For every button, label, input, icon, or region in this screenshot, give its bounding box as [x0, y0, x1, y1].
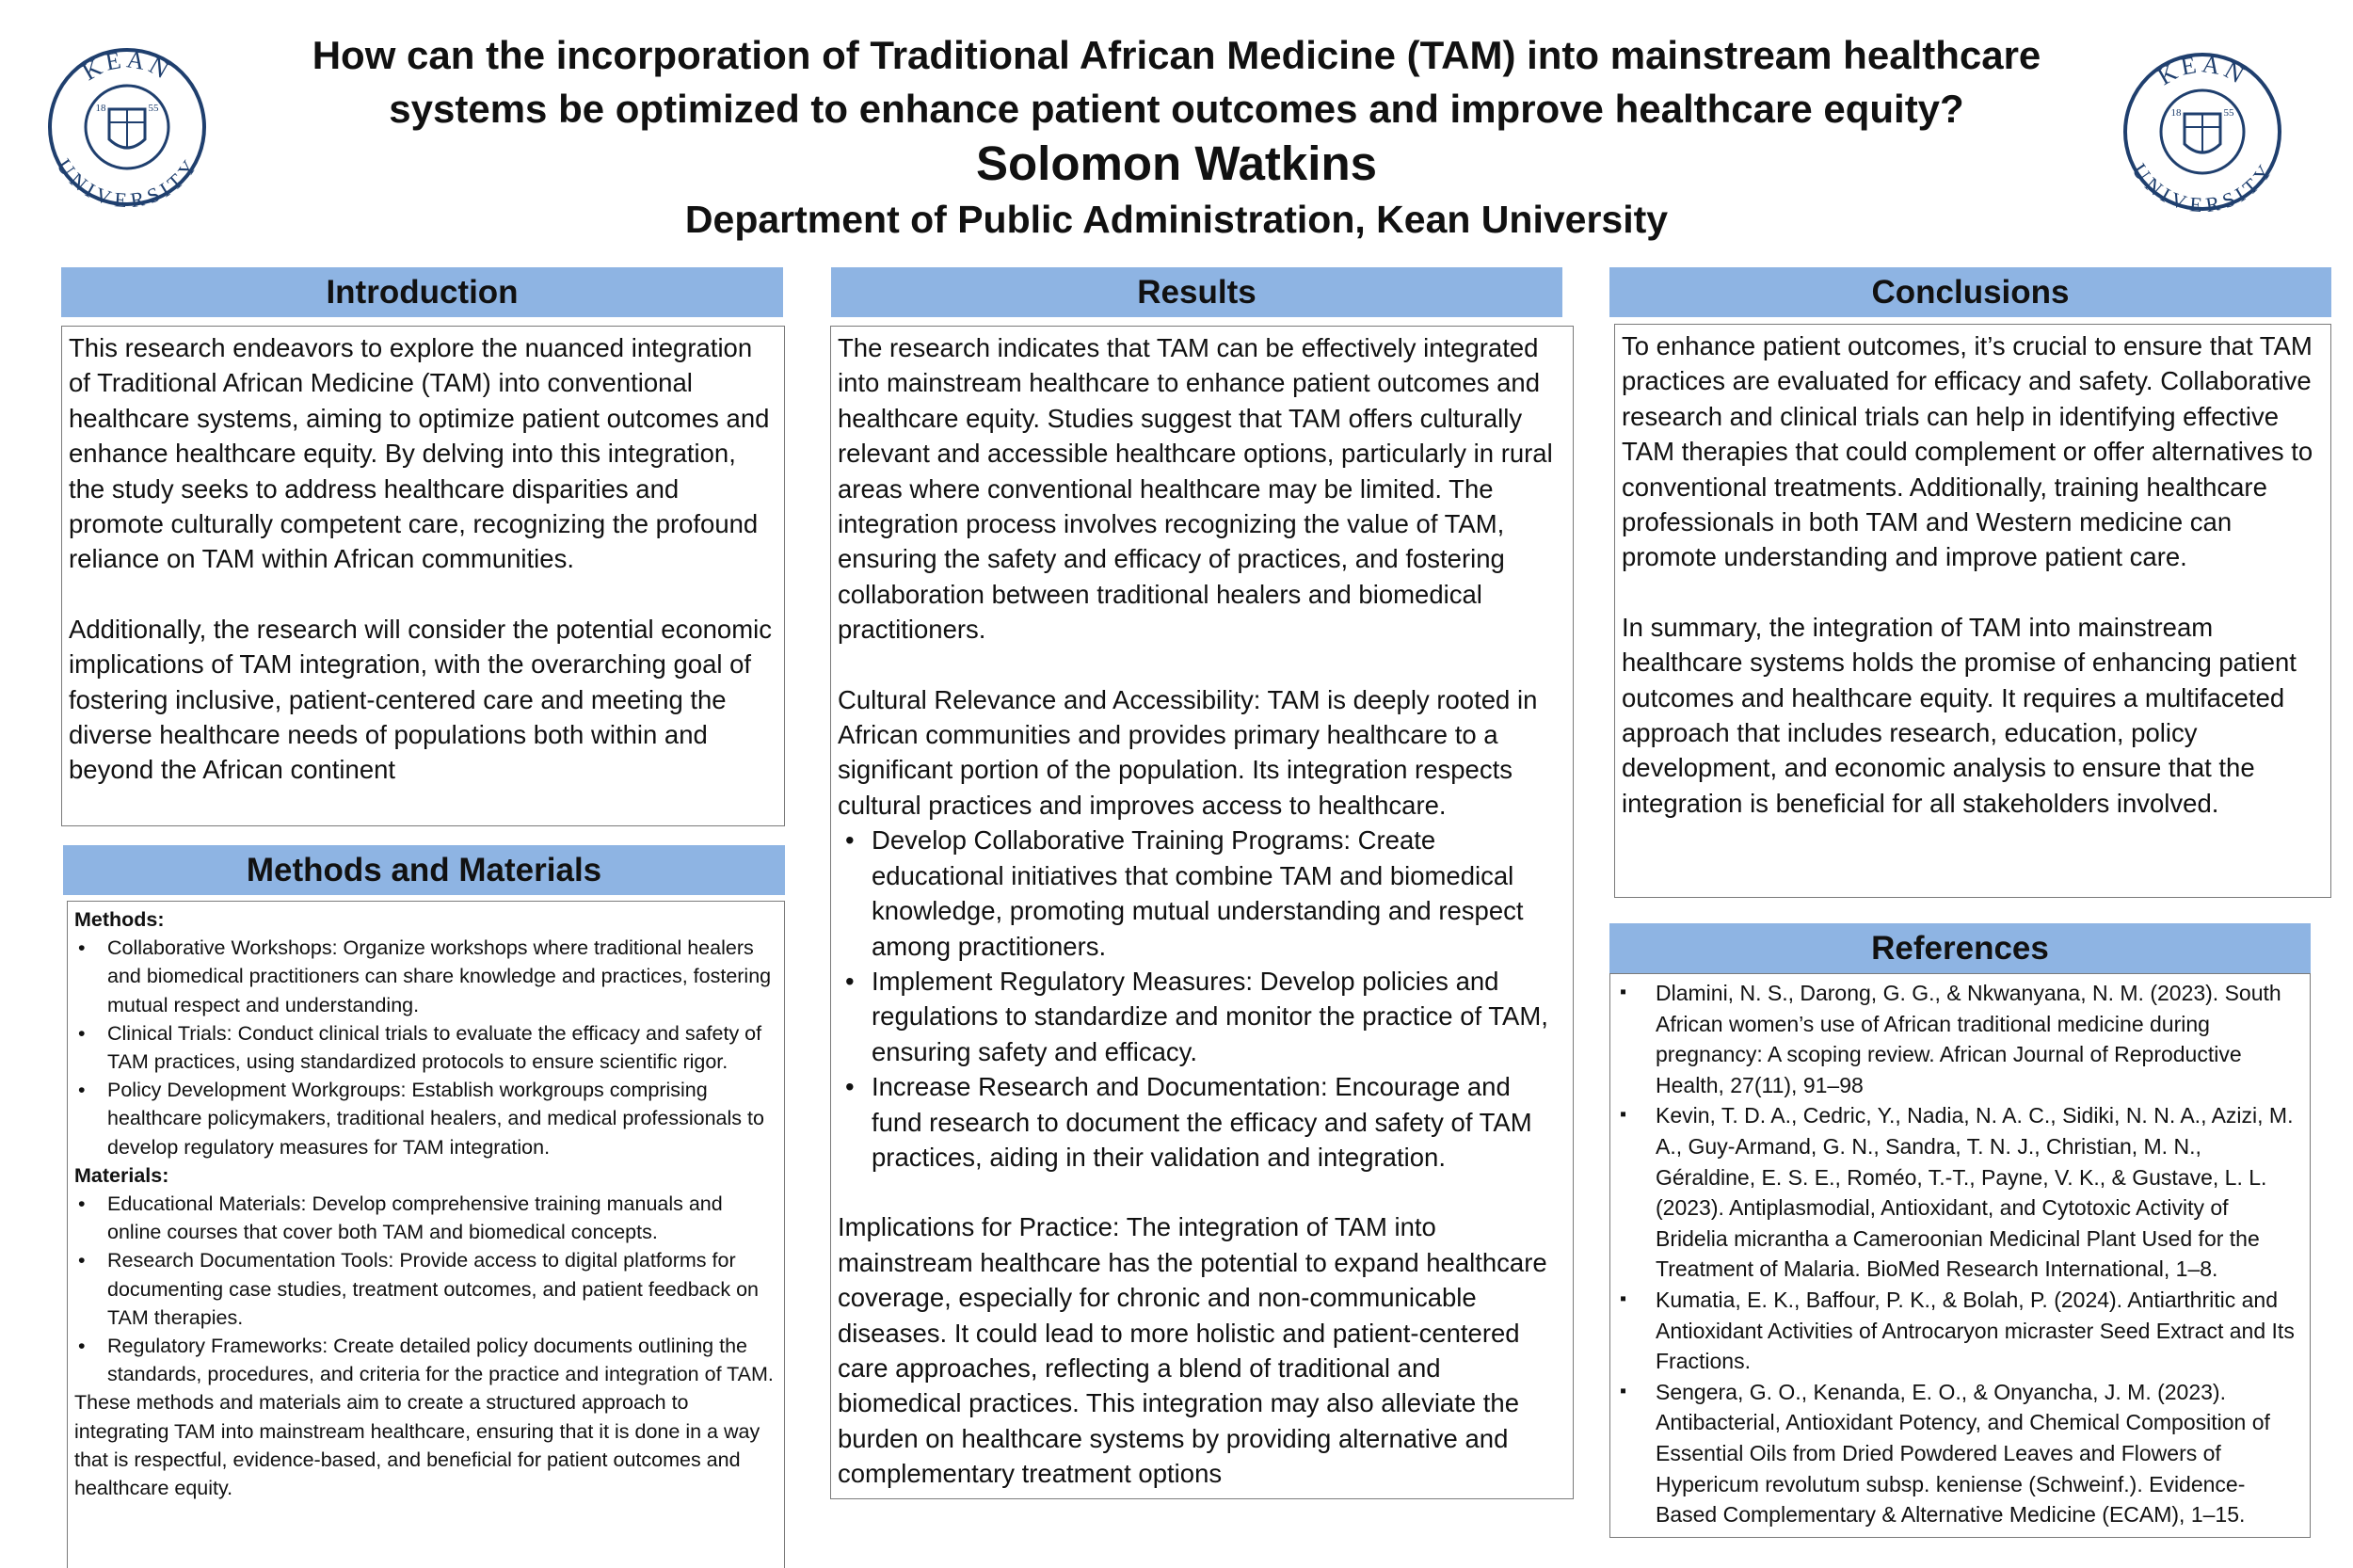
methods-list	[74, 934, 777, 1161]
svg-text:KEAN	[77, 47, 176, 86]
results-para-3: Implications for Practice: The integration of TAM into mainstream healthcare has the potential to expand healthcare coverage, especially for chronic and non-communicable diseases. It could lead to more holistic and patient-centered care approaches, reflecting a blend of traditional and biomedical practices. This integration may also alleviate the burden on healthcare systems by providing alternative and complementary treatment options	[838, 1212, 1547, 1489]
methods-box	[67, 901, 785, 1568]
methods-heading: Methods and Materials	[63, 845, 785, 895]
svg-text:UNIVERSITY	[53, 154, 202, 207]
seal-bottom-text: UNIVERSITY	[2127, 159, 2278, 212]
seal-year-left: 18	[2170, 107, 2182, 119]
materials-list	[74, 1190, 777, 1388]
references-list	[1616, 978, 2304, 1530]
svg-text:KEAN	[2153, 52, 2251, 90]
introduction-para-1: This research endeavors to explore the nuanced integration of Traditional African Medicine (TAM) into conventional healthcare systems, aiming to optimize patient outcomes and enhance healthcare equity. By delving into this integration, the study seeks to address healthcare disparities and promote culturally competent care, recognizing the profound reliance on TAM within African communities.	[69, 333, 770, 574]
list-item: ▪ Kevin, T. D. A., Cedric, Y., Nadia, N. A. C., Sidiki, N. N. A., Azizi, M. A., Guy-Armand, G. N., Sandra, T. N. J., Christian, M. N., Géraldine, E. S. E., Roméo, T.-T., Payne, V. K., & Gustave, L. L. (2023). Antiplasmodial, Antioxidant, and Cytotoxic Activity of Bridelia micrantha a Cameroonian Medicinal Plant Used for the Treatment of Malaria. BioMed Research International, 1–8.	[1616, 1100, 2304, 1285]
svg-text:UNIVERSITY	[2128, 159, 2278, 212]
conclusions-para-2: In summary, the integration of TAM into mainstream healthcare systems holds the promise of enhancing patient outcomes and healthcare equity. It requires a multifaceted approach that includes research, education, policy development, and economic analysis to ensure that the integration is beneficial for all stakeholders involved.	[1622, 612, 2297, 818]
list-item: • Research Documentation Tools: Provide access to digital platforms for documenting case studies, treatment outcomes, and patient feedback on TAM therapies.	[74, 1246, 777, 1332]
department: Department of Public Administration, Kean University	[684, 198, 1669, 241]
results-box	[830, 326, 1574, 1499]
title-line-2: systems be optimized to enhance patient outcomes and improve healthcare equity?	[389, 87, 1964, 131]
list-item: ▪ Dlamini, N. S., Darong, G. G., & Nkwanyana, N. M. (2023). South African women’s use of African traditional medicine during pregnancy: A scoping review. African Journal of Reproductive Health, 27(11), 91–98	[1616, 978, 2304, 1100]
conclusions-heading: Conclusions	[1609, 267, 2331, 317]
introduction-para-2: Additionally, the research will consider the potential economic implications of TAM integration, with the overarching goal of fostering inclusive, patient-centered care and meeting the diverse healthcare needs of populations both within and beyond the African continent	[69, 614, 772, 785]
list-item: ▪ Sengera, G. O., Kenanda, E. O., & Onyancha, J. M. (2023). Antibacterial, Antioxidant Potency, and Chemical Composition of Essential Oils from Dried Powdered Leaves and Flowers of Hypericum revolutum subsp. keniense (Schweinf.). Evidence-Based Complementary & Alternative Medicine (ECAM), 1–15.	[1616, 1377, 2304, 1530]
list-item: • Increase Research and Documentation: Encourage and fund research to document the efficacy and safety of TAM practices, aiding in their validation and integration.	[838, 1069, 1566, 1175]
seal-icon	[47, 47, 207, 207]
kean-university-seal-left	[47, 47, 207, 207]
results-para-2: Cultural Relevance and Accessibility: TAM is deeply rooted in African communities and provides primary healthcare to a significant portion of the population. Its integration respects cultural practices and improves access to healthcare.	[838, 684, 1538, 820]
seal-year-left: 18	[95, 103, 106, 114]
list-item: ▪ Kumatia, E. K., Baffour, P. K., & Bolah, P. (2024). Antiarthritic and Antioxidant Activities of Antrocaryon micraster Seed Extract and Its Fractions.	[1616, 1285, 2304, 1377]
list-item: • Collaborative Workshops: Organize workshops where traditional healers and biomedical practitioners can share knowledge and practices, fostering mutual respect and understanding.	[74, 934, 777, 1019]
introduction-heading: Introduction	[61, 267, 783, 317]
seal-top-text: KEAN	[2153, 52, 2252, 91]
results-bullets	[838, 823, 1566, 1175]
introduction-box	[61, 326, 785, 826]
title-line-1: How can the incorporation of Traditional African Medicine (TAM) into mainstream healthcare	[312, 33, 2041, 77]
conclusions-box	[1614, 324, 2331, 898]
methods-summary: These methods and materials aim to create a structured approach to integrating TAM into mainstream healthcare, ensuring that it is done in a way that is respectful, evidence-based, and beneficial for patient outcomes and healthcare equity.	[74, 1391, 760, 1500]
results-para-1: The research indicates that TAM can be effectively integrated into mainstream healthcare to enhance patient outcomes and healthcare equity. Studies suggest that TAM offers culturally relevant and accessible healthcare options, particularly in rural areas where conventional healthcare may be limited. The integration process involves recognizing the value of TAM, ensuring the safety and efficacy of practices, and fostering collaboration between traditional healers and biomedical practitioners.	[838, 333, 1553, 645]
seal-icon	[2122, 52, 2282, 212]
list-item: • Regulatory Frameworks: Create detailed policy documents outlining the standards, procedures, and criteria for the practice and integration of TAM.	[74, 1332, 777, 1388]
list-item: • Implement Regulatory Measures: Develop policies and regulations to standardize and monitor the practice of TAM, ensuring safety and efficacy.	[838, 964, 1566, 1069]
references-heading: References	[1609, 923, 2311, 973]
kean-university-seal-right	[2122, 52, 2282, 212]
materials-label: Materials:	[74, 1163, 169, 1187]
methods-label: Methods:	[74, 908, 165, 931]
conclusions-para-1: To enhance patient outcomes, it’s crucial to ensure that TAM practices are evaluated for efficacy and safety. Collaborative research and clinical trials can help in identifying effective TAM therapies that could complement or offer alternatives to conventional treatments. Additionally, training healthcare professionals in both TAM and Western medicine can promote understanding and improve patient care.	[1622, 331, 2313, 572]
author-name: Solomon Watkins	[976, 136, 1377, 190]
seal-bottom-text: UNIVERSITY	[52, 154, 202, 207]
results-heading: Results	[831, 267, 1562, 317]
list-item: • Policy Development Workgroups: Establish workgroups comprising healthcare policymakers, traditional healers, and medical professionals to develop regulatory measures for TAM integration.	[74, 1076, 777, 1161]
seal-year-right: 55	[2223, 107, 2234, 119]
seal-top-text: KEAN	[77, 47, 177, 87]
list-item: • Clinical Trials: Conduct clinical trials to evaluate the efficacy and safety of TAM practices, using standardized protocols to ensure scientific rigor.	[74, 1019, 777, 1076]
seal-year-right: 55	[148, 103, 159, 114]
list-item: • Educational Materials: Develop comprehensive training manuals and online courses that cover both TAM and biomedical concepts.	[74, 1190, 777, 1246]
references-box	[1609, 973, 2311, 1538]
poster-title	[235, 28, 2118, 136]
list-item: • Develop Collaborative Training Programs: Create educational initiatives that combine TAM and biomedical knowledge, promoting mutual understanding and respect among practitioners.	[838, 823, 1566, 964]
